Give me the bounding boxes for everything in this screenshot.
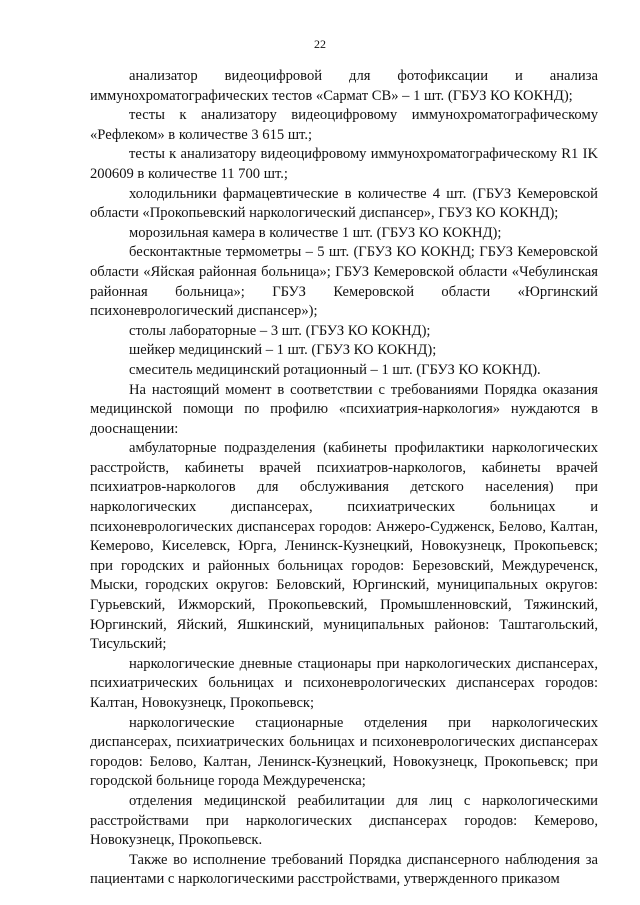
paragraph-inpatient-units: наркологические стационарные отделения при наркологических диспансерах, психиатрических больницах и психоневрологических диспансерах городов: Белово, Калтан, Ленинск-Кузнецкий, Новокузнецк, Прокопьевск; при городской больнице города Междуреченска; <box>90 714 598 790</box>
paragraph-current-needs: На настоящий момент в соответствии с требованиями Порядка оказания медицинской помощи по профилю «психиатрия-наркология» нуждаются в дооснащении: <box>90 381 598 437</box>
paragraph-dispensary-order: Также во исполнение требований Порядка диспансерного наблюдения за пациентами с наркологическими расстройствами, утвержденного приказом <box>90 851 598 888</box>
paragraph-day-hospitals: наркологические дневные стационары при наркологических диспансерах, психиатрических больницах и психоневрологических диспансерах городов: Калтан, Новокузнецк, Прокопьевск; <box>90 655 598 711</box>
paragraph-analyzer-sarmat: анализатор видеоцифровой для фотофиксации и анализа иммунохроматографических тестов «Сармат СВ» – 1 шт. (ГБУЗ КО КОКНД); <box>90 68 598 104</box>
paragraph-lab-tables: столы лабораторные – 3 шт. (ГБУЗ КО КОКНД); <box>129 322 431 339</box>
paragraph-thermometers: бесконтактные термометры – 5 шт. (ГБУЗ КО КОКНД; ГБУЗ Кемеровской области «Яйская районная больница»; ГБУЗ Кемеровской области «Чебулинская районная больница»; ГБУЗ Кемеровской области «Юргинский психоневрологический диспансер»); <box>90 244 598 320</box>
paragraph-tests-r1: тесты к анализатору видеоцифровому иммунохроматографическому R1 IK 200609 в количестве 11 700 шт.; <box>90 146 598 182</box>
page-number: 22 <box>314 37 326 51</box>
paragraph-mixer: смеситель медицинский ротационный – 1 шт. (ГБУЗ КО КОКНД). <box>129 361 541 378</box>
paragraph-tests-reflecom: тесты к анализатору видеоцифровому иммунохроматографическому «Рефлеком» в количестве 3 615 шт.; <box>90 107 598 143</box>
paragraph-outpatient-units: амбулаторные подразделения (кабинеты профилактики наркологических расстройств, кабинеты врачей психиатров-наркологов, кабинеты врачей психиатров-наркологов для обслуживания детского населения) при наркологических диспансерах, психиатрических больницах и психоневрологических диспансерах городов: Анжеро-Судженск, Белово, Калтан, Кемерово, Киселевск, Юрга, Ленинск-Кузнецкий, Новокузнецк, Прокопьевск; при городских и районных больницах городов: Березовский, Междуреченск, Мыски, городских округов: Беловский, Юргинский, муниципальных округов: Гурьевский, Ижморский, Прокопьевский, Промышленновский, Тяжинский, Юргинский, Яйский, Яшкинский, муниципальных районов: Таштагольский, Тисульский; <box>90 440 598 653</box>
paragraph-refrigerators: холодильники фармацевтические в количестве 4 шт. (ГБУЗ Кемеровской области «Прокопьевский наркологический диспансер», ГБУЗ КО КОКНД); <box>90 185 598 222</box>
paragraph-freezer: морозильная камера в количестве 1 шт. (ГБУЗ КО КОКНД); <box>129 224 502 241</box>
paragraph-shaker: шейкер медицинский – 1 шт. (ГБУЗ КО КОКНД); <box>129 342 437 359</box>
document-body <box>90 67 598 890</box>
paragraph-rehabilitation: отделения медицинской реабилитации для лиц с наркологическими расстройствами при наркологических диспансерах городов: Кемерово, Новокузнецк, Прокопьевск. <box>90 792 598 849</box>
